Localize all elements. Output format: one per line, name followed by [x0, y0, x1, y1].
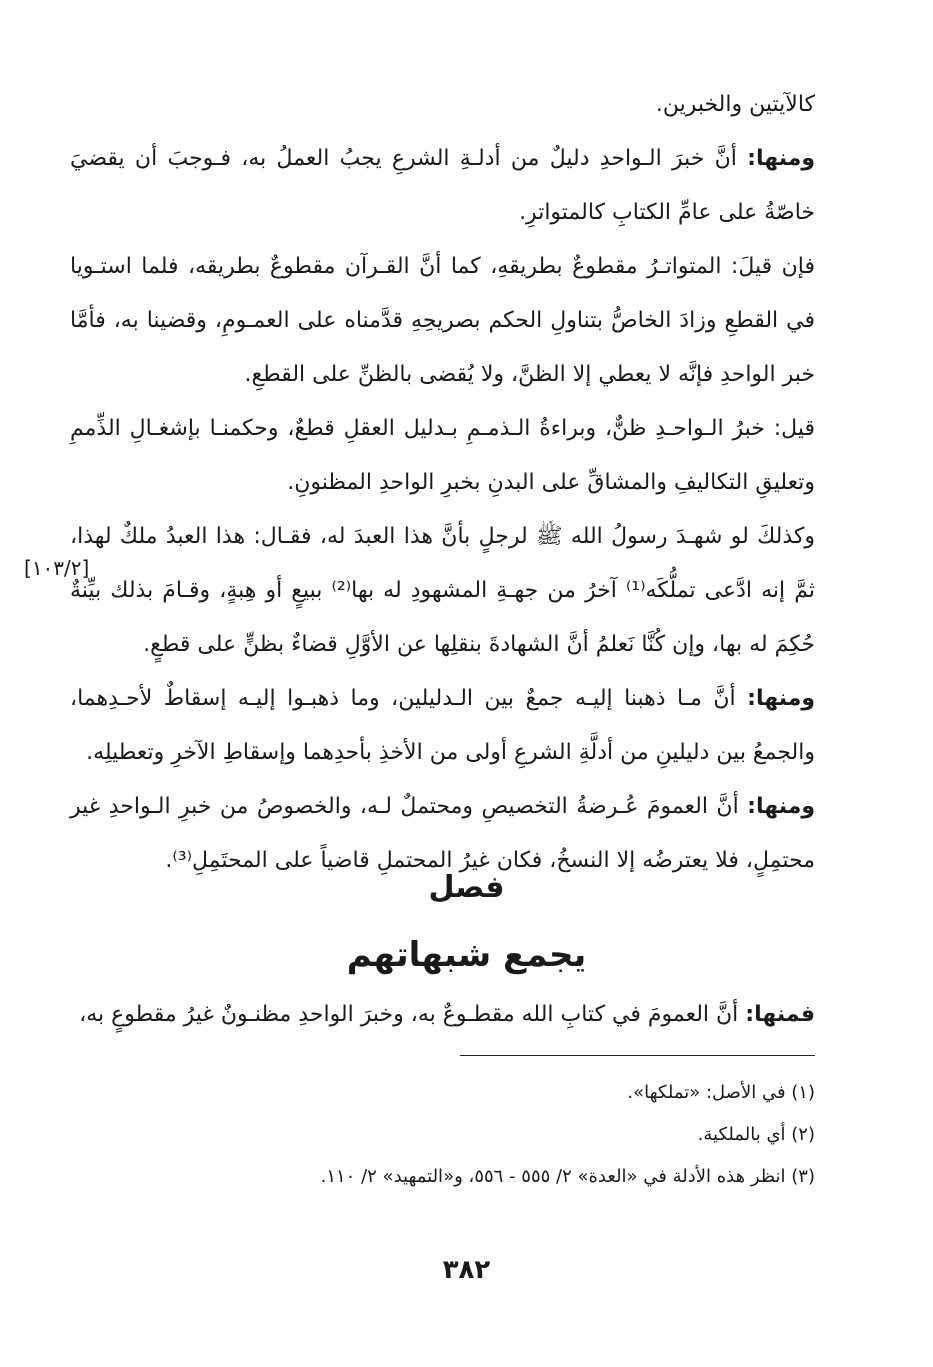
- paragraph-4: وكذلكَ لو شهـدَ رسولُ الله ﷺ لرجلٍ بأنَّ هذا العبدَ له، فقـال: هذا العبدُ ملكٌ لهذا، ثمَّ إنه ادَّعى تملُّكَه⁽¹⁾ آخرُ من جهـةِ المشهودِ له بها⁽²⁾ ببيعٍ أو هِبةٍ، وقـامَ بذلك بيِّنةٌ حُكِمَ له بها، وإن كُنَّا نَعلمُ أنَّ الشهادةَ بنقلِها عن الأوَّلِ قضاءٌ بظنٍّ على قطعٍ.: [70, 524, 816, 657]
- section-heading: فصل: [428, 870, 505, 905]
- paragraph-7: [70, 988, 815, 1042]
- footnote-1: (١) في الأصل: «تملكها».: [627, 1082, 815, 1103]
- paragraph-text: أنَّ العمومَ في كتابِ الله مقطـوعٌ به، وخبرَ الواحدِ مظنـونٌ غيرُ مقطوعٍ به،: [79, 1002, 739, 1027]
- footnote-2: (٢) أي بالملكية.: [697, 1124, 815, 1145]
- paragraph-continuation: كالآيتين والخبرين.: [655, 92, 815, 117]
- paragraph-lead: فمنها:: [745, 1002, 815, 1027]
- footnote-3: (٣) انظر هذه الأدلة في «العدة» ٢/ ٥٥٥ - ٥٥٦، و«التمهيد» ٢/ ١١٠.: [320, 1166, 815, 1187]
- footnote-divider: [460, 1055, 815, 1056]
- paragraph-1: [70, 132, 815, 240]
- paragraph-3: قيل: خبرُ الـواحـدِ ظنٌّ، وبراءةُ الـذمـمِ بـدليل العقلِ قطعٌ، وحكمنـا بإشغـالِ الذِّممِ وتعليقِ التكاليفِ والمشاقِّ على البدنِ بخبرِ الواحدِ المظنونِ.: [70, 416, 815, 495]
- paragraph-lead: ومنها:: [747, 686, 815, 711]
- paragraph-text: أنَّ العمومَ عُـرضةُ التخصيصِ ومحتملٌ لـه، والخصوصُ من خبرِ الـواحدِ غير محتمِلٍ، فلا يعترضُه إلا النسخُ، فكان غيرُ المحتملِ قاضياً على المحتَمِلِ⁽³⁾.: [70, 794, 815, 873]
- paragraph-lead: ومنها:: [747, 146, 816, 171]
- paragraph-5: [70, 672, 815, 780]
- section-subheading: يجمع شبهاتهم: [346, 935, 587, 975]
- page-number: ٣٨٢: [442, 1255, 491, 1285]
- main-text: [70, 78, 815, 888]
- paragraph-2: فإن قيلَ: المتواتـرُ مقطوعٌ بطريقهِ، كما أنَّ القـرآن مقطوعٌ بطريقه، فلما استـويا في القطعِ وزادَ الخاصُّ بتناولِ الحكم بصريحِهِ قدَّمناه على العمـومِ، وقضينا به، فأمَّا خبر الواحدِ فإنَّه لا يعطي إلا الظنَّ، ولا يُقضى بالظنِّ على القطعِ.: [70, 254, 815, 387]
- footnotes: [70, 1072, 815, 1198]
- paragraph-lead: ومنها:: [747, 794, 815, 819]
- paragraph-text: أنَّ خبرَ الـواحدِ دليلٌ من أدلـةِ الشرعِ يجبُ العملُ به، فـوجبَ أن يقضيَ خاصّةُ على عامِّ الكتابِ كالمتواترِ.: [70, 146, 815, 225]
- paragraph-text: أنَّ مـا ذهبنا إليـه جمعٌ بين الـدليلين، وما ذهبـوا إليـه إسقاطٌ لأحـدِهما، والجمعُ بين دليلينِ من أدلَّةِ الشرعِ أولى من الأخذِ بأحدِهما وإسقاطِ الآخرِ وتعطيلِه.: [70, 686, 815, 765]
- margin-volume-reference: [١٠٣/٢]: [24, 556, 90, 580]
